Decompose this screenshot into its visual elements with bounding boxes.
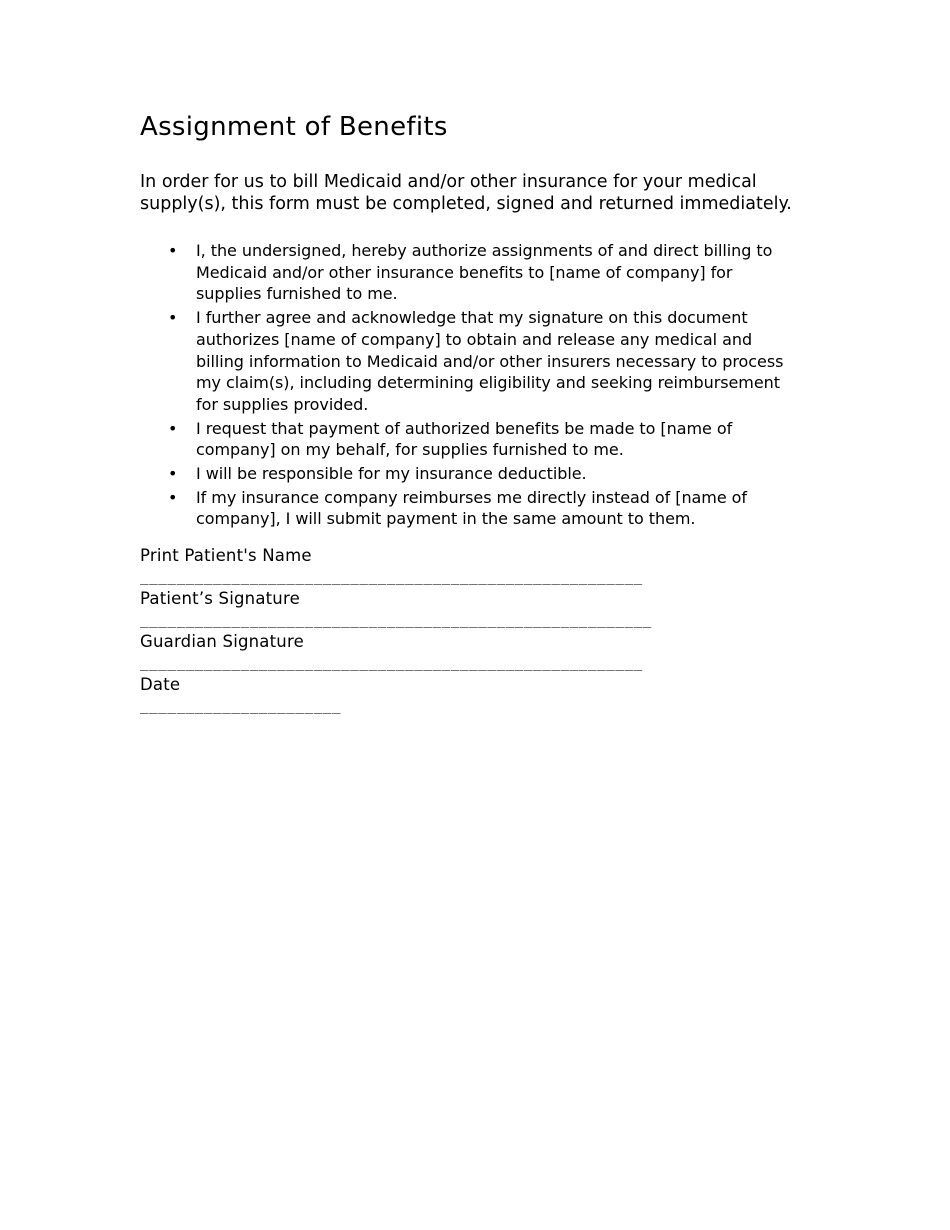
date-label: Date	[140, 675, 181, 694]
date-field[interactable]: ______________________	[140, 697, 342, 714]
list-item	[140, 463, 820, 485]
list-item-line: billing information to Medicaid and/or other insurers necessary to process	[196, 351, 784, 371]
bullet-icon: •	[168, 418, 178, 438]
list-item-line: I request that payment of authorized benefits be made to [name of	[196, 418, 733, 438]
list-item-line: supplies furnished to me.	[196, 284, 398, 304]
list-item	[140, 307, 820, 416]
guardian-signature-label: Guardian Signature	[140, 632, 304, 651]
list-item	[140, 487, 820, 530]
list-item-line: company], I will submit payment in the same amount to them.	[196, 509, 696, 529]
document-title: Assignment of Benefits	[140, 112, 448, 142]
patient-signature-label: Patient’s Signature	[140, 589, 300, 608]
list-item-line: for supplies provided.	[196, 394, 369, 414]
list-item-line: my claim(s), including determining eligibility and seeking reimbursement	[196, 373, 780, 393]
guardian-signature-field[interactable]: _______________________________________________________	[140, 654, 643, 671]
list-item-line: I, the undersigned, hereby authorize assignments of and direct billing to	[196, 241, 773, 260]
list-item-line: I will be responsible for my insurance deductible.	[196, 464, 587, 484]
patient-name-field[interactable]: _______________________________________________________	[140, 568, 643, 585]
bullet-icon: •	[168, 241, 178, 260]
list-item-line: company] on my behalf, for supplies furnished to me.	[196, 440, 624, 460]
signature-section	[140, 545, 652, 717]
intro-paragraph	[140, 171, 820, 215]
intro-line: supply(s), this form must be completed, signed and returned immediately.	[140, 194, 792, 214]
list-item	[140, 418, 820, 461]
list-item	[140, 240, 820, 305]
list-item-line: authorizes [name of company] to obtain and release any medical and	[196, 329, 753, 349]
intro-line: In order for us to bill Medicaid and/or other insurance for your medical	[140, 172, 757, 192]
bullet-icon: •	[168, 487, 178, 507]
authorization-list	[140, 240, 820, 532]
bullet-icon: •	[168, 308, 178, 328]
list-item-line: If my insurance company reimburses me directly instead of [name of	[196, 487, 747, 507]
patient-signature-field[interactable]: ________________________________________________________	[140, 611, 652, 628]
list-item-line: Medicaid and/or other insurance benefits to [name of company] for	[196, 262, 733, 282]
patient-name-label: Print Patient's Name	[140, 546, 312, 565]
list-item-line: I further agree and acknowledge that my signature on this document	[196, 308, 748, 328]
bullet-icon: •	[168, 464, 178, 484]
